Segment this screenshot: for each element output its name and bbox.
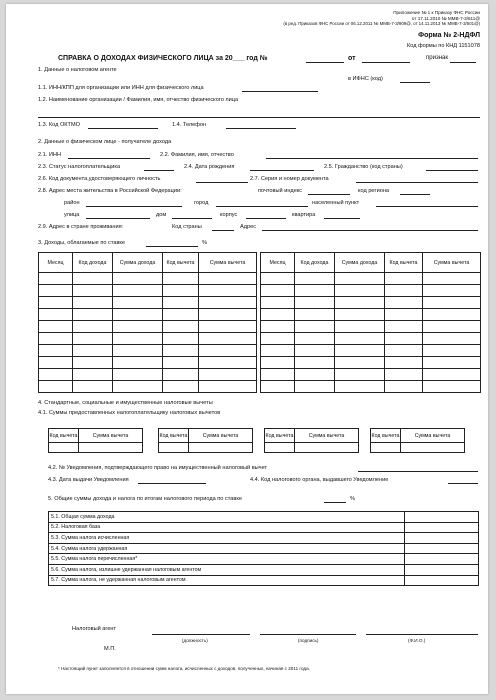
notice-date-field[interactable] [138,483,206,484]
totals-row-label: 5.7. Сумма налога, не удержанная налоговым агентом [49,575,405,586]
agent-label: Налоговый агент [72,626,117,632]
col-deduction-sum: Сумма вычета [295,429,359,443]
col-month: Месяц [39,253,73,273]
footnote: * Настоящий пункт заполняется в отношении сумм налога, исчисленных с доходов, полученных, начиная с 2011 года. [58,666,310,671]
table-cell[interactable] [295,321,335,333]
table-cell[interactable] [295,333,335,345]
priznak-label: признак [426,55,448,61]
form-page [6,4,488,694]
table-cell[interactable] [295,381,335,393]
org-name-field[interactable] [38,117,480,118]
table-cell[interactable] [199,333,257,345]
table-cell[interactable] [199,381,257,393]
table-row [261,285,481,297]
col-income-code: Код дохода [295,253,335,273]
totals-row-value[interactable] [405,554,479,565]
totals-row [49,512,479,523]
recipient-inn-label: 2.1. ИНН [38,152,61,158]
table-cell[interactable] [163,285,199,297]
table-row [39,333,257,345]
table-cell[interactable] [113,321,163,333]
col-deduction-sum: Сумма вычета [199,253,257,273]
settlement-field[interactable] [376,206,478,207]
table-cell[interactable] [261,333,295,345]
deduction-table-2 [158,428,253,453]
table-cell[interactable] [39,381,73,393]
table-cell[interactable] [199,309,257,321]
deduction-table-4 [370,428,465,453]
table-row [39,297,257,309]
table-cell[interactable] [295,443,359,453]
table-cell[interactable] [39,333,73,345]
table-cell[interactable] [385,345,423,357]
status-field[interactable] [144,170,174,171]
citizenship-field[interactable] [426,170,478,171]
inn-kpp-label: 1.1. ИНН/КПП для организации или ИНН для физического лица [38,85,204,91]
address-rf-label: 2.8. Адрес места жительства в Российской Федерации: [38,188,182,194]
table-cell[interactable] [295,369,335,381]
city-label: город [194,200,209,206]
totals-row-value[interactable] [405,533,479,544]
house-field[interactable] [172,218,212,219]
totals-table [48,511,479,586]
region-label: код региона [358,188,390,194]
table-cell[interactable] [73,357,113,369]
col-income-code: Код дохода [73,253,113,273]
table-cell[interactable] [189,443,253,453]
birth-label: 2.4. Дата рождения [184,164,235,170]
table-row [261,297,481,309]
fio-caption: (Ф.И.О.) [408,638,426,643]
section-4-1-label: 4.1. Суммы предоставленных налогоплательщику налоговых вычетов [38,410,221,416]
table-cell[interactable] [73,345,113,357]
table-row [159,443,253,453]
table-cell[interactable] [335,285,385,297]
table-cell[interactable] [261,273,295,285]
table-cell[interactable] [39,345,73,357]
table-cell[interactable] [295,297,335,309]
region-field[interactable] [400,194,430,195]
table-cell[interactable] [335,345,385,357]
table-cell[interactable] [163,357,199,369]
section-1-heading: 1. Данные о налоговом агенте [38,67,117,73]
table-cell[interactable] [423,273,481,285]
col-deduction-sum: Сумма вычета [423,253,481,273]
table-row [261,381,481,393]
table-row [39,381,257,393]
table-row [261,273,481,285]
table-cell[interactable] [335,369,385,381]
doc-code-label: 2.6. Код документа,удостоверяющего личность [38,176,161,182]
priznak-field[interactable] [450,62,476,63]
table-cell[interactable] [113,297,163,309]
table-row [49,443,143,453]
status-label: 2.3. Статус налогоплательщика [38,164,121,170]
inn-kpp-field[interactable] [242,91,318,92]
table-cell[interactable] [385,309,423,321]
table-cell[interactable] [401,443,465,453]
table-cell[interactable] [199,285,257,297]
table-row [371,443,465,453]
table-cell[interactable] [73,333,113,345]
table-cell[interactable] [261,369,295,381]
table-row [39,321,257,333]
phone-label: 1.4. Телефон [172,122,207,128]
table-row [261,369,481,381]
fio-field[interactable] [266,158,478,159]
table-cell[interactable] [73,381,113,393]
totals-row-value[interactable] [405,522,479,533]
fio-signature-field[interactable] [366,634,478,635]
oktmo-label: 1.3. Код ОКТМО [38,122,80,128]
table-cell[interactable] [371,443,401,453]
table-cell[interactable] [113,285,163,297]
table-cell[interactable] [385,321,423,333]
table-cell[interactable] [39,285,73,297]
table-cell[interactable] [423,285,481,297]
korpus-field[interactable] [246,218,286,219]
table-cell[interactable] [335,381,385,393]
street-field[interactable] [86,218,150,219]
appendix-line-2: от 17.11.2010 № ММВ-7-3/611@ [411,15,480,21]
table-row [39,357,257,369]
flat-field[interactable] [324,218,360,219]
table-cell[interactable] [423,369,481,381]
col-deduction-sum: Сумма вычета [189,429,253,443]
table-row [261,309,481,321]
table-cell[interactable] [423,381,481,393]
district-label: район [64,200,80,206]
table-cell[interactable] [295,357,335,369]
mp-label: М.П. [104,646,116,652]
totals-row [49,543,479,554]
table-cell[interactable] [335,297,385,309]
table-cell[interactable] [385,285,423,297]
table-cell[interactable] [39,321,73,333]
authority-code-field[interactable] [448,483,478,484]
income-table-left [38,252,257,393]
fio-label: 2.2. Фамилия, имя, отчество [160,152,234,158]
col-income-sum: Сумма дохода [113,253,163,273]
ifns-label: в ИФНС (код) [348,76,383,82]
authority-code-label: 4.4. Код налогового органа, выдавшего Уведомление [250,477,389,483]
totals-row-label: 5.6. Сумма налога, излишне удержанная налоговым агентом [49,564,405,575]
address-abroad-label: 2.9. Адрес в стране проживания: [38,224,124,230]
table-row [39,285,257,297]
table-cell[interactable] [39,357,73,369]
totals-row-label: 5.2. Налоговая база [49,522,405,533]
table-cell[interactable] [113,381,163,393]
table-cell[interactable] [113,333,163,345]
table-cell[interactable] [295,273,335,285]
col-income-sum: Сумма дохода [335,253,385,273]
table-row [39,345,257,357]
birth-field[interactable] [250,170,314,171]
number-field[interactable] [306,62,344,63]
table-row [261,345,481,357]
table-cell[interactable] [423,321,481,333]
table-cell[interactable] [199,297,257,309]
table-cell[interactable] [261,285,295,297]
table-cell[interactable] [265,443,295,453]
table-cell[interactable] [423,297,481,309]
table-cell[interactable] [113,309,163,321]
table-row [261,333,481,345]
table-cell[interactable] [113,357,163,369]
totals-row-label: 5.3. Сумма налога исчисленная [49,533,405,544]
section-5-rate-field[interactable] [324,502,346,503]
table-cell[interactable] [261,345,295,357]
table-cell[interactable] [163,333,199,345]
table-cell[interactable] [163,381,199,393]
income-header-row [39,253,257,273]
table-cell[interactable] [163,321,199,333]
table-cell[interactable] [199,273,257,285]
table-cell[interactable] [199,321,257,333]
table-cell[interactable] [385,357,423,369]
notice-number-field[interactable] [358,471,478,472]
table-cell[interactable] [113,345,163,357]
totals-row [49,575,479,586]
section-3-percent: % [202,240,207,246]
table-cell[interactable] [423,357,481,369]
notice-number-label: 4.2. № Уведомления, подтверждающего право на имущественный налоговый вычет [48,465,268,471]
col-deduction-code: Код вычета [385,253,423,273]
table-cell[interactable] [79,443,143,453]
section-2-heading: 2. Данные о физическом лице - получателе дохода [38,139,172,145]
table-cell[interactable] [261,321,295,333]
appendix-line-1: Приложение № 1 к Приказу ФНС России [393,10,480,15]
col-deduction-code: Код вычета [159,429,189,443]
knd-code: Код формы по КНД 1151078 [406,43,480,49]
table-cell[interactable] [423,309,481,321]
page-title: СПРАВКА О ДОХОДАХ ФИЗИЧЕСКОГО ЛИЦА за 20___ год № [58,55,268,62]
appendix-line-3: (в ред. Приказов ФНС России от 06.12.2011 № ММВ-7-3/909@, от 14.11.2013 № ММВ-7-3/501@) [283,21,480,26]
abroad-address-label: Адрес [240,224,257,230]
col-deduction-code: Код вычета [371,429,401,443]
phone-field[interactable] [226,128,296,129]
section-3-heading: 3. Доходы, облагаемые по ставке [38,240,126,246]
section-5-percent: % [350,496,355,502]
table-cell[interactable] [335,309,385,321]
date-field[interactable] [362,62,410,63]
table-cell[interactable] [73,309,113,321]
table-cell[interactable] [163,309,199,321]
table-row [39,273,257,285]
oktmo-field[interactable] [88,128,158,129]
table-cell[interactable] [159,443,189,453]
table-cell[interactable] [39,273,73,285]
table-row [39,309,257,321]
notice-date-label: 4.3. Дата выдачи Уведомления [48,477,129,483]
table-cell[interactable] [261,297,295,309]
table-cell[interactable] [295,309,335,321]
col-deduction-sum: Сумма вычета [401,429,465,443]
totals-row-label: 5.5. Сумма налога перечисленная* [49,554,405,565]
section-5-heading: 5. Общие суммы дохода и налога по итогам налогового периода по ставке [48,496,242,502]
table-cell[interactable] [261,309,295,321]
totals-row [49,522,479,533]
col-deduction-code: Код вычета [49,429,79,443]
rate-field[interactable] [146,246,198,247]
doc-series-label: 2.7. Серия и номер документа [250,176,329,182]
recipient-inn-field[interactable] [68,158,150,159]
section-4-heading: 4. Стандартные, социальные и имущественные налоговые вычеты [38,400,213,406]
table-cell[interactable] [295,285,335,297]
table-cell[interactable] [113,273,163,285]
house-label: дом [156,212,167,218]
table-cell[interactable] [163,369,199,381]
totals-row-value[interactable] [405,575,479,586]
col-deduction-code: Код вычета [163,253,199,273]
table-cell[interactable] [163,273,199,285]
table-cell[interactable] [113,369,163,381]
table-cell[interactable] [73,285,113,297]
signature-field[interactable] [260,634,356,635]
table-row [261,357,481,369]
ifns-field[interactable] [400,82,430,83]
date-label: от [348,55,356,62]
table-cell[interactable] [73,273,113,285]
table-cell[interactable] [385,333,423,345]
table-cell[interactable] [335,273,385,285]
form-number: Форма № 2-НДФЛ [418,32,480,39]
table-row [265,443,359,453]
table-cell[interactable] [73,297,113,309]
table-cell[interactable] [73,369,113,381]
totals-row-value[interactable] [405,543,479,554]
table-cell[interactable] [261,381,295,393]
table-cell[interactable] [295,345,335,357]
table-cell[interactable] [335,333,385,345]
totals-row [49,554,479,565]
totals-row [49,533,479,544]
table-cell[interactable] [163,345,199,357]
abroad-address-field[interactable] [262,230,478,231]
col-deduction-code: Код вычета [265,429,295,443]
district-field[interactable] [86,206,182,207]
table-cell[interactable] [73,321,113,333]
deduction-table-1 [48,428,143,453]
table-cell[interactable] [385,381,423,393]
doc-code-field[interactable] [196,182,248,183]
table-cell[interactable] [199,357,257,369]
doc-series-field[interactable] [356,182,478,183]
col-month: Месяц [261,253,295,273]
street-label: улица [64,212,80,218]
table-row [261,321,481,333]
table-cell[interactable] [39,369,73,381]
korpus-label: корпус [220,212,238,218]
totals-row [49,564,479,575]
col-deduction-sum: Сумма вычета [79,429,143,443]
country-code-label: Код страны [172,224,202,230]
position-field[interactable] [152,634,250,635]
table-cell[interactable] [385,273,423,285]
table-cell[interactable] [199,369,257,381]
settlement-label: населенный пункт [312,200,360,206]
postal-field[interactable] [308,194,350,195]
table-cell[interactable] [163,297,199,309]
table-cell[interactable] [261,357,295,369]
totals-row-value[interactable] [405,564,479,575]
income-table-right [260,252,481,393]
table-cell[interactable] [335,321,385,333]
table-cell[interactable] [335,357,385,369]
table-row [39,369,257,381]
table-cell[interactable] [423,345,481,357]
deduction-table-3 [264,428,359,453]
country-code-field[interactable] [212,230,234,231]
table-cell[interactable] [49,443,79,453]
org-name-label: 1.2. Наименование организации / Фамилия, имя, отчество физического лица [38,97,239,103]
flat-label: квартира [292,212,316,218]
table-cell[interactable] [423,333,481,345]
signature-caption: (подпись) [298,638,319,643]
income-header-row [261,253,481,273]
position-caption: (должность) [182,638,208,643]
table-cell[interactable] [385,369,423,381]
table-cell[interactable] [39,309,73,321]
table-cell[interactable] [199,345,257,357]
postal-label: почтовый индекс [258,188,303,194]
totals-row-value[interactable] [405,512,479,523]
table-cell[interactable] [385,297,423,309]
city-field[interactable] [216,206,308,207]
citizenship-label: 2.5. Гражданство (код страны) [324,164,403,170]
table-cell[interactable] [39,297,73,309]
totals-row-label: 5.1. Общая сумма дохода [49,512,405,523]
totals-row-label: 5.4. Сумма налога удержанная [49,543,405,554]
